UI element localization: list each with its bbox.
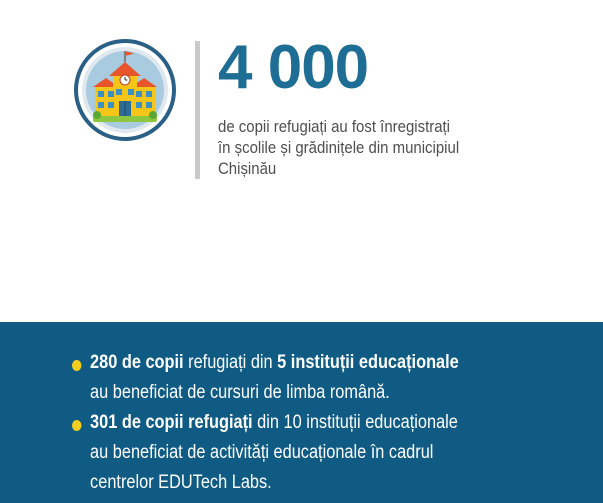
school-building-icon [73, 38, 177, 142]
bullet-item-2 [72, 408, 597, 498]
bullet-1-line-2: au beneficiat de cursuri de limba română. [90, 382, 390, 403]
bullet-2-line-3: centrelor EDUTech Labs. [90, 472, 272, 493]
bullet-1-text-1: refugiați din [183, 352, 278, 373]
stat-desc-line-2: în școlile și grădinițele din municipiul [218, 138, 460, 157]
bullet-1-bold-1: 280 de copii [90, 352, 184, 373]
bullet-1-bold-2: 5 instituții educaționale [277, 352, 459, 373]
bullet-dot-icon [72, 360, 81, 371]
bullet-item-1 [72, 348, 597, 408]
stat-desc-line-3: Chișinău [218, 159, 277, 178]
vertical-divider [195, 41, 200, 179]
stat-desc-line-1: de copii refugiați au fost înregistrați [218, 117, 451, 136]
stat-description [218, 116, 508, 179]
bullet-2-bold-1: 301 de copii refugiați [90, 412, 253, 433]
bullet-2-line-2: au beneficiat de activități educaționale în cadrul [90, 442, 434, 463]
bullet-2-text-1: din 10 instituții educaționale [252, 412, 458, 433]
bullet-list [72, 348, 592, 498]
stat-number: 4 000 [218, 33, 369, 102]
bullet-dot-icon [72, 420, 81, 431]
